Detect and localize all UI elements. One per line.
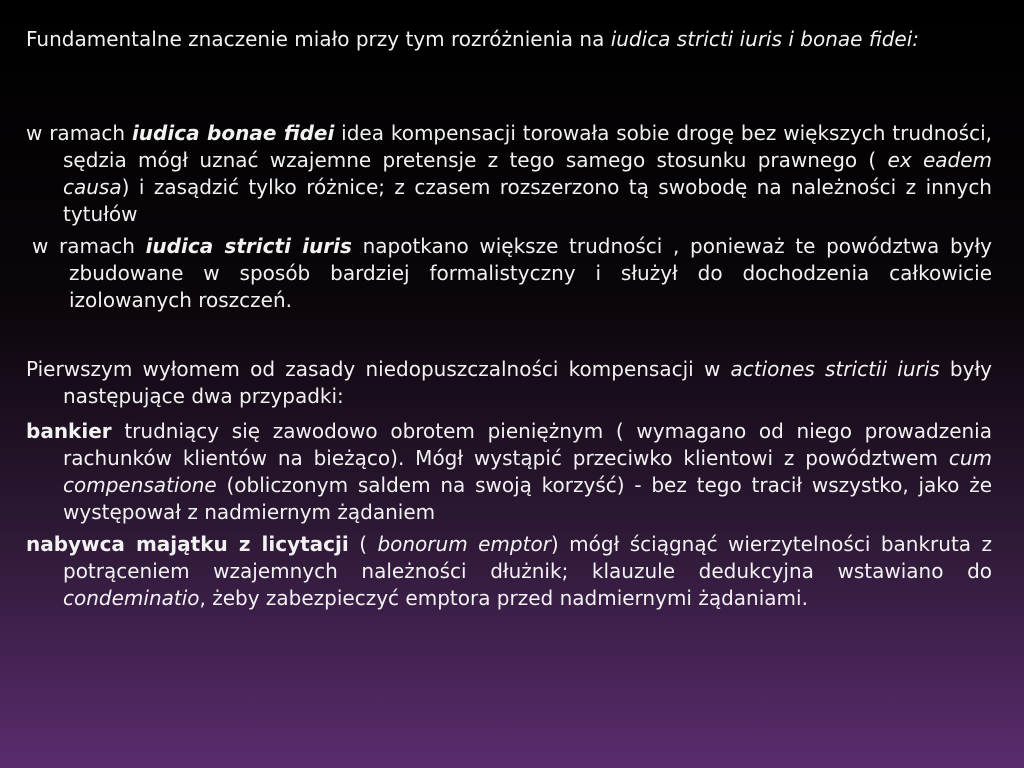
paragraph-bankier xyxy=(26,418,992,526)
intro-italic-term: iudica stricti iuris i bonae fidei: xyxy=(610,27,920,51)
bankier-text: trudniący się zawodowo obrotem pieniężnym ( wymagano od niego prowadzenia rachunków klientów na bieżąco). Mógł wystąpić przeciwko klientowi z powództwem xyxy=(63,419,992,470)
paragraph-intro xyxy=(26,26,992,53)
bonae-fidei-lead: w ramach xyxy=(26,121,132,145)
bonae-fidei-text: idea kompensacji torowała sobie drogę bez większych trudności, sędzia mógł uznać wzajemne pretensje z tego samego stosunku prawnego ( xyxy=(63,121,992,172)
stricti-iuris-text: napotkano większe trudności , ponieważ te powództwa były zbudowane w sposób bardziej formalistyczny i służył do dochodzenia całkowicie izolowanych roszczeń. xyxy=(69,234,992,312)
stricti-iuris-lead: w ramach xyxy=(32,234,146,258)
first-breach-text: Pierwszym wyłomem od zasady niedopuszczalności kompensacji w xyxy=(26,357,731,381)
paragraph-nabywca xyxy=(26,531,992,612)
nabywca-term: nabywca majątku z licytacji xyxy=(26,532,349,556)
actiones-term: actiones strictii iuris xyxy=(730,357,940,381)
paragraph-bonae-fidei xyxy=(26,120,992,228)
nabywca-text: ) mógł ściągnąć wierzytelności bankruta z potrąceniem wzajemnych należności dłużnik; klauzule dedukcyjna wstawiano do xyxy=(63,532,992,583)
intro-text: Fundamentalne znaczenie miało przy tym rozróżnienia na xyxy=(26,27,611,51)
bonorum-emptor-term: bonorum emptor xyxy=(377,532,551,556)
bankier-tail: (obliczonym saldem na swoją korzyść) - bez tego tracił wszystko, jako że występował z nadmiernym żądaniem xyxy=(63,473,992,524)
paragraph-stricti-iuris xyxy=(32,233,992,314)
ex-eadem-causa-term: ex eadem causa xyxy=(63,148,993,199)
bonae-fidei-tail: ) i zasądzić tylko różnice; z czasem rozszerzono tą swobodę na należności z innych tytułów xyxy=(63,175,992,226)
nabywca-tail: , żeby zabezpieczyć emptora przed nadmiernymi żądaniami. xyxy=(199,586,808,610)
cum-compensatione-term: cum compensatione xyxy=(63,446,992,497)
condeminatio-term: condeminatio xyxy=(63,586,200,610)
bankier-term: bankier xyxy=(26,419,112,443)
stricti-iuris-term: iudica stricti iuris xyxy=(145,234,352,258)
first-breach-tail: były następujące dwa przypadki: xyxy=(63,357,992,408)
bonae-fidei-term: iudica bonae fidei xyxy=(131,121,335,145)
nabywca-paren-open: ( xyxy=(348,532,378,556)
paragraph-first-breach xyxy=(26,356,992,410)
